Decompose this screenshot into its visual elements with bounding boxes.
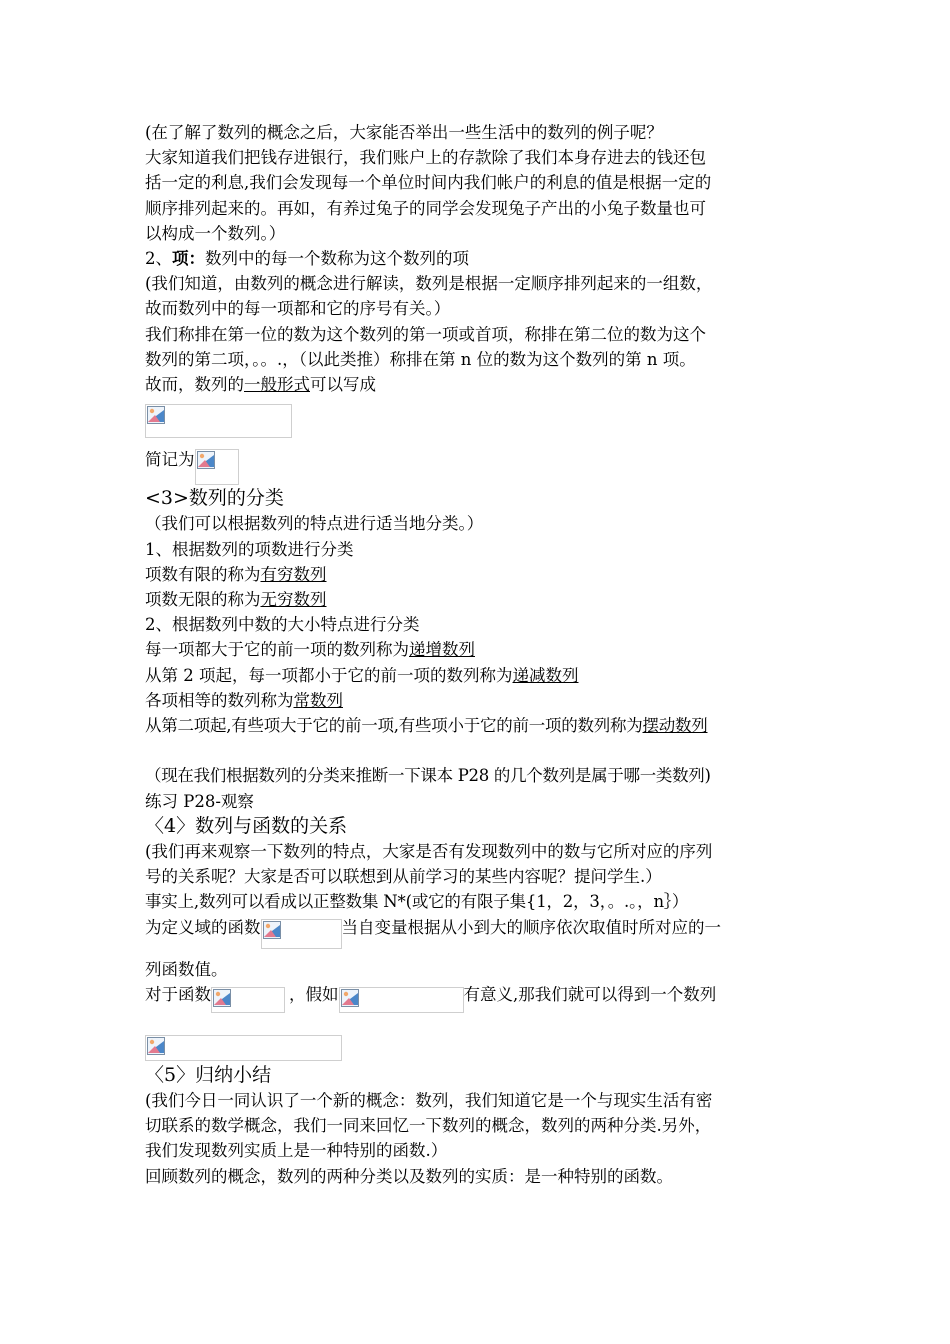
function-values-image <box>339 987 464 1013</box>
finite-sequence-term: 有穷数列 <box>260 564 327 584</box>
finite-sequence-line: 项数有限的称为有穷数列 <box>145 564 327 584</box>
paragraph-bank-example-3: 顺序排列起来的。再如，有养过兔子的同学会发现兔子产出的小兔子数量也可 <box>145 198 706 218</box>
section-3-intro: （我们可以根据数列的特点进行适当地分类。） <box>145 514 484 534</box>
blank-line <box>145 738 810 763</box>
increasing-sequence-line: 每一项都大于它的前一项的数列称为递增数列 <box>145 640 475 660</box>
general-form-formula-image <box>145 404 292 438</box>
general-form-formula-row <box>145 404 810 440</box>
broken-image-icon <box>263 921 281 939</box>
broken-image-icon <box>341 989 359 1007</box>
function-expression-image <box>211 987 285 1013</box>
infinite-sequence-line: 项数无限的称为无穷数列 <box>145 590 327 610</box>
general-form-term: 一般形式 <box>244 375 310 395</box>
paragraph-terms-1: 我们称排在第一位的数为这个数列的第一项或首项，称排在第二位的数为这个 <box>145 324 706 344</box>
sequence-formula-row <box>145 1035 810 1063</box>
section-4-title: 〈4〉数列与函数的关系 <box>145 814 348 837</box>
decreasing-sequence-line: 从第 2 项起，每一项都小于它的前一项的数列称为递减数列 <box>145 665 579 685</box>
classification-rule-1: 1、根据数列的项数进行分类 <box>145 539 354 559</box>
section-5-paragraph-1b: 切联系的数学概念，我们一同来回忆一下数列的概念，数列的两种分类.另外， <box>145 1116 712 1136</box>
paragraph-bank-example-1: 大家知道我们把钱存进银行，我们账户上的存款除了我们本身存进去的钱还包 <box>145 148 706 168</box>
broken-image-icon <box>197 451 215 469</box>
decreasing-sequence-term: 递减数列 <box>512 665 579 685</box>
short-form-label: 简记为 <box>145 450 195 470</box>
section-5-paragraph-1c: 我们发现数列实质上是一种特别的函数.） <box>145 1141 448 1161</box>
oscillating-sequence-term: 摆动数列 <box>642 716 708 736</box>
broken-image-icon <box>147 406 165 424</box>
section-4-paragraph-1a: (我们再来观察一下数列的特点，大家是否有发现数列中的数与它所对应的序列 <box>145 842 713 862</box>
constant-sequence-term: 常数列 <box>293 690 343 710</box>
increasing-sequence-term: 递增数列 <box>409 640 475 660</box>
term-definition <box>145 246 810 271</box>
sequence-formula-image <box>145 1035 342 1061</box>
section-4-paragraph-1b: 号的关系呢？大家是否可以联想到从前学习的某些内容呢？提问学生.） <box>145 867 662 887</box>
paragraph-interpretation-2: 故而数列中的每一项都和它的序号有关。） <box>145 299 451 319</box>
section-3-title: <3>数列的分类 <box>145 487 284 510</box>
short-form-formula-image <box>195 449 239 485</box>
broken-image-icon <box>213 989 231 1007</box>
section-5-paragraph-1a: (我们今日一同认识了一个新的概念：数列，我们知道它是一个与现实生活有密 <box>145 1091 713 1111</box>
section-4-paragraph-2: 事实上,数列可以看成以正整数集 N*(或它的有限子集{1，2，3，。.。，n｝） <box>145 892 689 912</box>
classification-judge-line: （现在我们根据数列的分类来推断一下课本 P28 的几个数列是属于哪一类数列) <box>145 766 711 786</box>
term-number: 2、 <box>145 249 172 269</box>
constant-sequence-line: 各项相等的数列称为常数列 <box>145 690 343 710</box>
function-values-line: 列函数值。 <box>145 959 228 979</box>
function-formula-image <box>261 919 342 949</box>
classification-rule-2: 2、根据数列中数的大小特点进行分类 <box>145 615 420 635</box>
paragraph-intro-question: (在了解了数列的概念之后，大家能否举出一些生活中的数列的例子呢？ <box>145 123 663 142</box>
paragraph-interpretation-1: (我们知道，由数列的概念进行解读，数列是根据一定顺序排列起来的一组数， <box>145 274 713 294</box>
section-5-summary: 回顾数列的概念，数列的两种分类以及数列的实质：是一种特别的函数。 <box>145 1166 673 1186</box>
general-form-line: 故而，数列的一般形式可以写成 <box>145 375 376 395</box>
domain-function-row: 为定义域的函数 当自变量根据从小到大的顺序依次取值时所对应的一 <box>145 915 810 949</box>
infinite-sequence-term: 无穷数列 <box>260 590 327 610</box>
exercise-line: 练习 P28-观察 <box>145 791 254 811</box>
section-5-title: 〈5〉归纳小结 <box>145 1063 272 1086</box>
oscillating-sequence-line: 从第二项起,有些项大于它的前一项,有些项小于它的前一项的数列称为摆动数列 <box>145 716 708 736</box>
broken-image-icon <box>147 1037 165 1055</box>
paragraph-bank-example-2: 括一定的利息,我们会发现每一个单位时间内我们帐户的利息的值是根据一定的 <box>145 173 712 193</box>
paragraph-bank-example-4: 以构成一个数列。） <box>145 223 286 243</box>
paragraph-terms-2: 数列的第二项，。。.，（以此类推）称排在第 n 位的数为这个数列的第 n 项。 <box>145 349 696 369</box>
term-label: 项： <box>172 249 205 269</box>
document-page <box>145 120 810 1189</box>
short-form-row <box>145 449 810 486</box>
term-text: 数列中的每一个数称为这个数列的项 <box>205 249 469 269</box>
function-sequence-row: 对于函数 ，假如 有意义,那我们就可以得到一个数列 <box>145 982 810 1016</box>
